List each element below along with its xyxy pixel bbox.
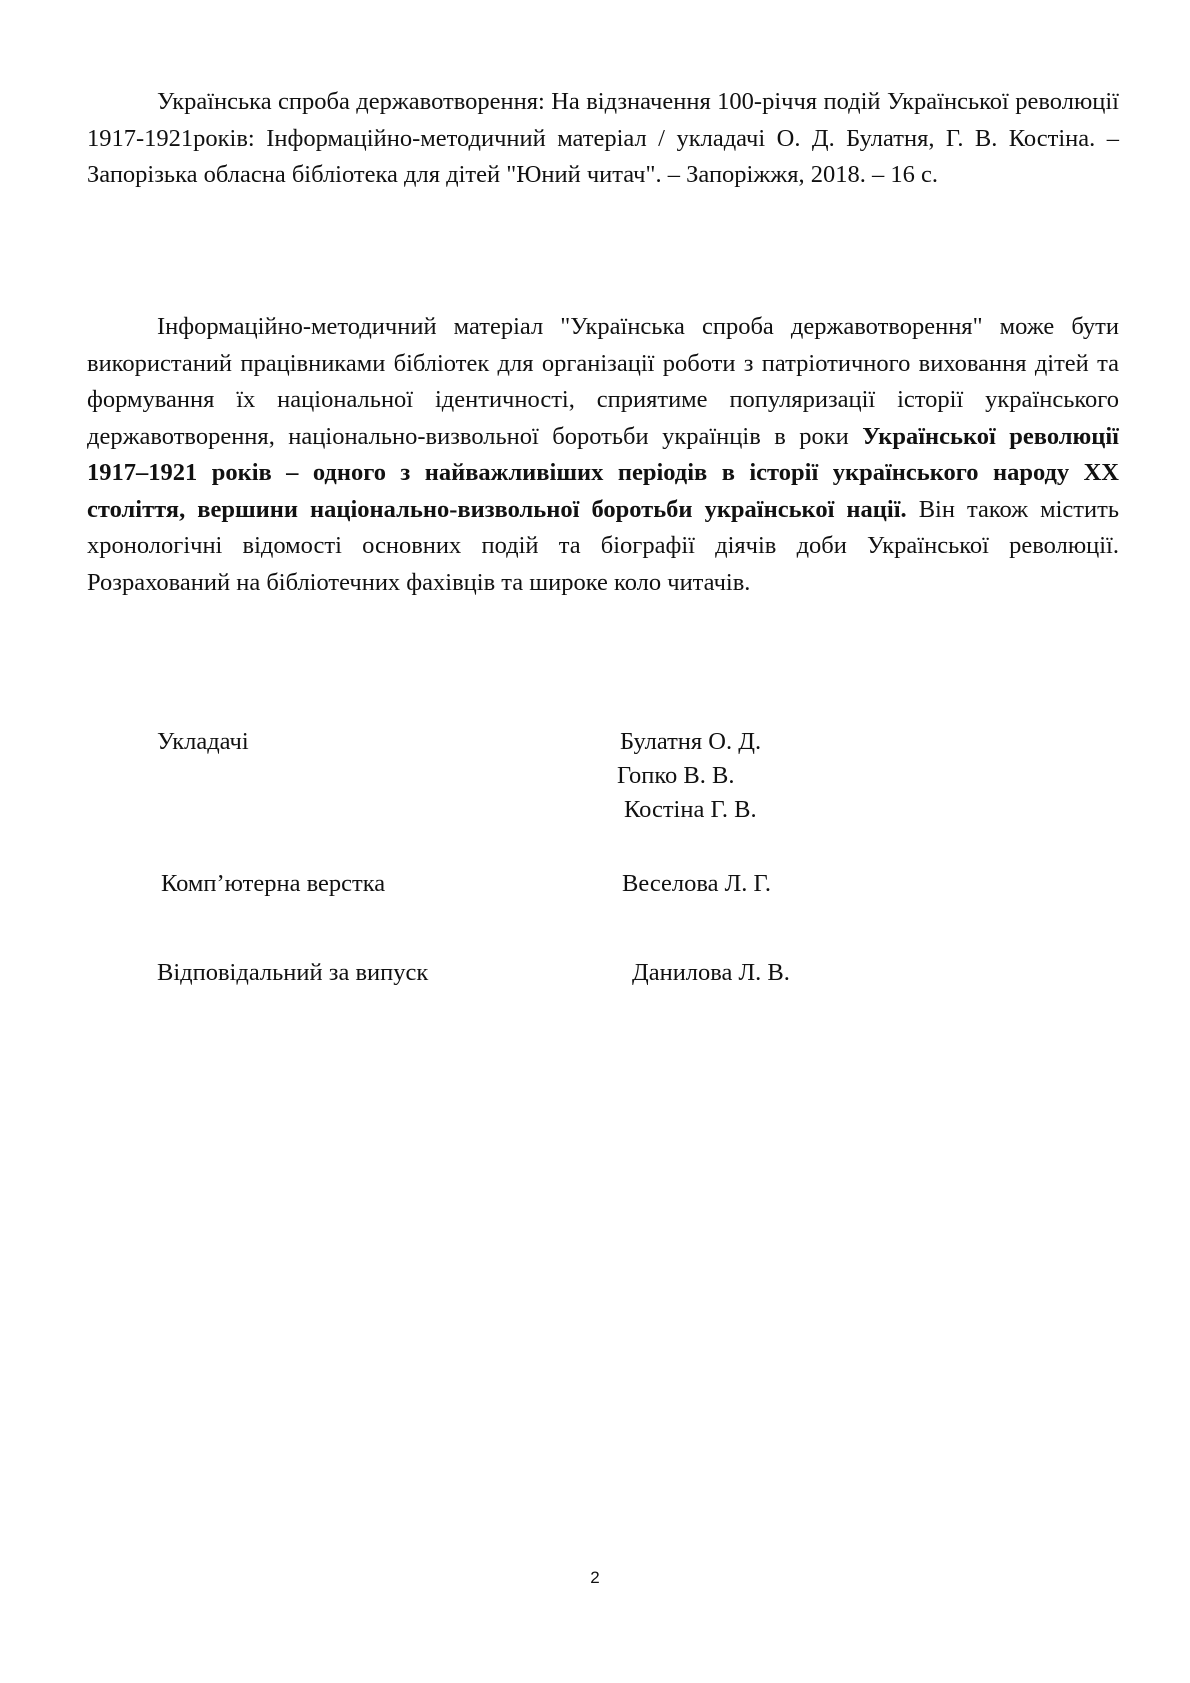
compiler-name-2: Гопко В. В. <box>617 762 735 789</box>
page-number: 2 <box>590 1568 600 1587</box>
abstract-text-end: Він також містить хронологічні відомості основних подій та біографії діячів доби Української революції. Розрахований на бібліотечних фахівців та широке коло читачів. <box>87 495 1120 596</box>
citation-text: Українська спроба державотворення: На відзначення 100-річчя подій Української революції 1917-1921років: Інформаційно-методичний матеріал / укладачі О. Д. Булатня, Г. В. Костіна. – Запорізька обласна бібліотека для дітей "Юний читач". – Запоріжжя, 2018. – 16 с. <box>87 88 1119 188</box>
compiler-name-3: Костіна Г. В. <box>624 796 757 823</box>
compilers-label: Укладачі <box>157 728 249 755</box>
abstract-bold-text: Української революції 1917–1921 років – одного з найважливіших періодів в історії українського народу XX століття, вершини національно-визвольної боротьби української нації. <box>87 422 1119 523</box>
abstract-text-start: Інформаційно-методичний матеріал "Українська спроба державотворення" може бути використаний працівниками бібліотек для організації роботи з патріотичного виховання дітей та формування їх національної ідентичності, сприятиме популяризації історії українського державотворення, національно-визвольної боротьби українців в роки <box>87 313 1119 450</box>
bibliographic-citation <box>87 84 1119 194</box>
layout-label: Комп’ютерна верстка <box>161 870 386 897</box>
layout-name: Веселова Л. Г. <box>622 870 771 897</box>
abstract-paragraph <box>87 309 1119 601</box>
responsible-name: Данилова Л. В. <box>632 959 790 986</box>
responsible-label: Відповідальний за випуск <box>157 959 429 986</box>
compiler-name-1: Булатня О. Д. <box>620 728 762 755</box>
